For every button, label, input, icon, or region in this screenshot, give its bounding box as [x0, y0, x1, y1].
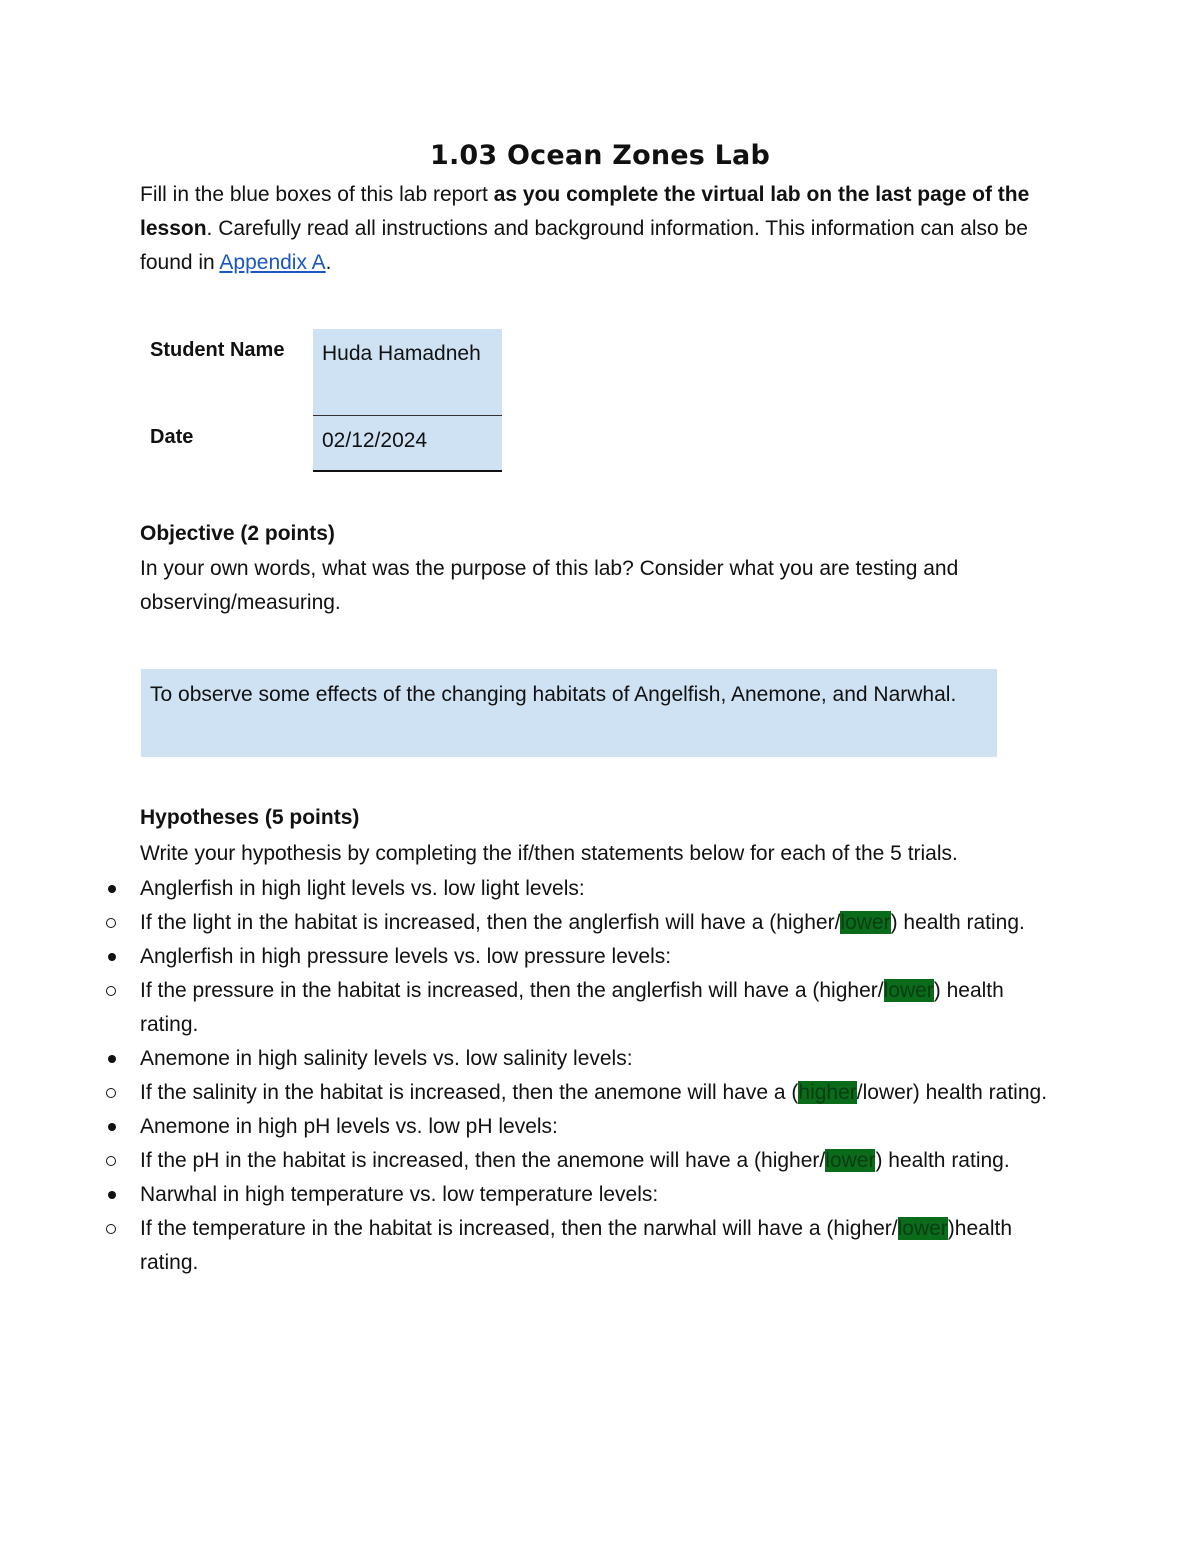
- hypothesis-text: If the pH in the habitat is increased, then the anemone will have a (higher/: [140, 1149, 826, 1172]
- highlighted-answer: higher: [798, 1081, 857, 1104]
- hypothesis-text-end: ) health rating.: [875, 1149, 1010, 1172]
- date-label: Date: [150, 426, 194, 448]
- bullet-circle-icon: [106, 1088, 116, 1098]
- trial-title: Anemone in high salinity levels vs. low salinity levels:: [140, 1047, 633, 1070]
- student-name-field[interactable]: Huda Hamadneh: [313, 329, 502, 416]
- list-item: [140, 1144, 1060, 1178]
- hypotheses-heading: Hypotheses (5 points): [140, 806, 360, 829]
- bullet-dot-icon: [108, 1191, 116, 1199]
- objective-answer-box[interactable]: To observe some effects of the changing habitats of Angelfish, Anemone, and Narwhal.: [141, 669, 997, 757]
- intro-text-1: Fill in the blue boxes of this lab report: [140, 183, 494, 206]
- hypotheses-list: [140, 872, 1060, 1280]
- bullet-dot-icon: [108, 885, 116, 893]
- objective-prompt: In your own words, what was the purpose of this lab? Consider what you are testing and observing/measuring.: [140, 557, 959, 614]
- intro-text-3: .: [325, 251, 332, 274]
- trial-title: Anglerfish in high light levels vs. low light levels:: [140, 877, 585, 900]
- hypothesis-text-end: )health rating.: [140, 1217, 1013, 1274]
- hypotheses-instruction: Write your hypothesis by completing the if/then statements below for each of the 5 trials.: [140, 842, 958, 865]
- highlighted-answer: lower: [825, 1149, 876, 1172]
- student-name-row: [140, 329, 502, 416]
- hypothesis-text-end: ) health rating.: [140, 979, 1004, 1036]
- list-item: [140, 1212, 1060, 1280]
- bullet-dot-icon: [108, 1055, 116, 1063]
- intro-text-2: . Carefully read all instructions and background information. This information can also be found in: [140, 217, 1028, 274]
- bullet-circle-icon: [106, 986, 116, 996]
- date-field[interactable]: 02/12/2024: [313, 416, 502, 472]
- list-item: [140, 1076, 1060, 1110]
- appendix-link[interactable]: Appendix A: [219, 251, 326, 274]
- hypothesis-text: If the light in the habitat is increased, then the anglerfish will have a (higher/: [140, 911, 841, 934]
- student-name-label: Student Name: [150, 339, 285, 361]
- highlighted-answer: lower: [897, 1217, 948, 1240]
- list-item: [140, 906, 1060, 940]
- trial-title: Anemone in high pH levels vs. low pH levels:: [140, 1115, 558, 1138]
- bullet-dot-icon: [108, 1123, 116, 1131]
- student-info-table: [140, 329, 502, 472]
- bullet-circle-icon: [106, 1224, 116, 1234]
- hypothesis-text-end: /lower) health rating.: [856, 1081, 1048, 1104]
- date-row: [140, 416, 502, 472]
- page-title: 1.03 Ocean Zones Lab: [429, 140, 770, 171]
- highlighted-answer: lower: [883, 979, 934, 1002]
- list-item: [140, 1178, 1060, 1212]
- trial-title: Narwhal in high temperature vs. low temperature levels:: [140, 1183, 659, 1206]
- list-item: [140, 974, 1060, 1042]
- hypothesis-text: If the pressure in the habitat is increased, then the anglerfish will have a (higher/: [140, 979, 884, 1002]
- trial-title: Anglerfish in high pressure levels vs. low pressure levels:: [140, 945, 672, 968]
- bullet-dot-icon: [108, 953, 116, 961]
- list-item: [140, 1042, 1060, 1076]
- hypothesis-text: If the salinity in the habitat is increased, then the anemone will have a (: [140, 1081, 799, 1104]
- list-item: [140, 940, 1060, 974]
- objective-heading: Objective (2 points): [140, 522, 335, 545]
- bullet-circle-icon: [106, 918, 116, 928]
- hypothesis-text: If the temperature in the habitat is increased, then the narwhal will have a (higher/: [140, 1217, 898, 1240]
- bullet-circle-icon: [106, 1156, 116, 1166]
- intro-paragraph: [140, 178, 1070, 280]
- list-item: [140, 872, 1060, 906]
- list-item: [140, 1110, 1060, 1144]
- intro-bold-text: as you complete the virtual lab on the last page of the lesson: [140, 183, 1030, 240]
- highlighted-answer: lower: [840, 911, 891, 934]
- hypothesis-text-end: ) health rating.: [890, 911, 1025, 934]
